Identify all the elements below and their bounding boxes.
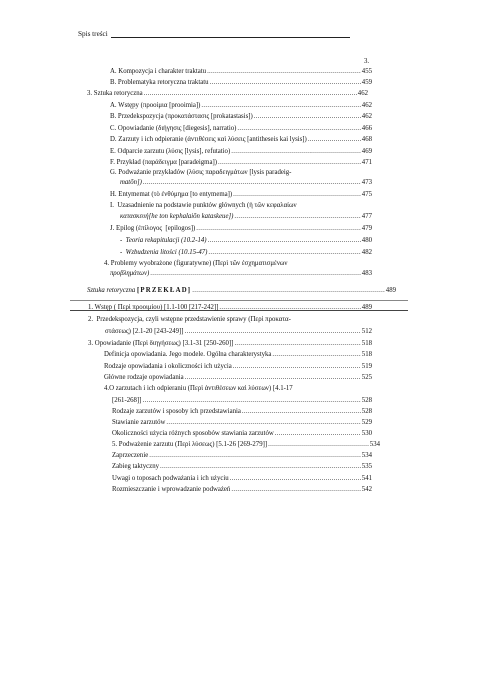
toc-entry-title: B. Problematyka retoryczna traktatu bbox=[110, 79, 209, 86]
toc-entry bbox=[88, 339, 372, 348]
toc-entry-title: προβλημάτων) bbox=[110, 270, 150, 277]
toc-entry-title: F. Przykład (παράδειγμα [paradeigma]) bbox=[110, 159, 217, 166]
toc-page-number: 462 bbox=[357, 90, 368, 97]
toc-leader-dots bbox=[230, 474, 361, 483]
toc-page-number: 528 bbox=[361, 408, 372, 415]
toc-entry bbox=[120, 178, 372, 187]
toc-leader-dots bbox=[160, 462, 361, 471]
toc-page-number: 479 bbox=[361, 225, 372, 232]
toc-entry-title: στάσεως) [2.1-20 [243-249]] bbox=[105, 328, 184, 335]
toc-page-number: 512 bbox=[361, 328, 372, 335]
toc-entry-title: Zabieg taktyczny bbox=[112, 463, 159, 470]
toc-entry bbox=[110, 224, 372, 233]
toc-entry bbox=[110, 101, 372, 110]
toc-page-number: 528 bbox=[361, 397, 372, 404]
toc-page-number: 462 bbox=[361, 102, 372, 109]
toc-leader-dots bbox=[185, 373, 361, 382]
toc-entry bbox=[120, 212, 372, 221]
toc-entry bbox=[110, 112, 372, 121]
toc-page-number: 530 bbox=[361, 430, 372, 437]
toc-entry-title: 4.O zarzutach i ich odpieraniu (Περὶ ἀντιθέσεων καὶ λύσεων) [4.1-17 bbox=[104, 385, 293, 392]
toc-entry-title: D. Zarzuty i ich odpieranie (ἀντιθέσεις καὶ λύσεις [antitheseis kai lysis]) bbox=[110, 136, 307, 143]
toc-entry bbox=[110, 201, 297, 210]
toc-entry-title: 3. Opowiadanie (Περὶ διηγήσεως) [3.1-31 [250-260]] bbox=[88, 340, 234, 347]
toc-entry-title: Stawianie zarzutów bbox=[112, 419, 166, 426]
toc-entry-title: H. Entymemat (τὸ ἐνθύμημα [to entymema]) bbox=[110, 191, 233, 198]
toc-page-number: 525 bbox=[361, 374, 372, 381]
toc-entry bbox=[87, 89, 368, 98]
toc-entry bbox=[110, 135, 372, 144]
toc-leader-dots bbox=[233, 362, 361, 371]
toc-entry-title: 2. Przedekspozycja, czyli wstępne przedstawienie sprawy (Περὶ προκατα- bbox=[88, 316, 291, 323]
toc-page-number: 482 bbox=[361, 249, 372, 256]
toc-entry bbox=[104, 373, 372, 382]
toc-entry-title: κατασκευή[he ton kephalaiōn kataskeue]) bbox=[120, 213, 234, 220]
toc-entry-title: E. Odparcie zarzutu (λύσις [lysis], refutatio) bbox=[110, 148, 231, 155]
toc-leader-dots bbox=[149, 451, 361, 460]
toc-entry-title: Główne rodzaje opowiadania bbox=[104, 374, 184, 381]
toc-page-number: 518 bbox=[361, 351, 372, 358]
toc-leader-dots bbox=[196, 224, 361, 233]
toc-entry-title: Uwagi o toposach podważania i ich użyciu bbox=[112, 475, 229, 482]
toc-page-number: 455 bbox=[361, 68, 372, 75]
toc-leader-dots bbox=[308, 135, 361, 144]
toc-entry-title: A. Kompozycja i charakter traktatu bbox=[110, 68, 207, 75]
toc-entry bbox=[112, 396, 372, 405]
toc-entry bbox=[105, 327, 372, 336]
toc-page-number: 483 bbox=[361, 270, 372, 277]
toc-leader-dots bbox=[192, 286, 385, 295]
toc-entry bbox=[88, 303, 372, 312]
toc-entry bbox=[110, 269, 372, 278]
toc-entry-title: 4. Problemy wyobrażone (figuratywne) (Περὶ τῶν ἐσχηματισμένων bbox=[104, 260, 288, 267]
toc-page-number: 534 bbox=[361, 452, 372, 459]
toc-entry-title: Zaprzeczenie bbox=[112, 452, 149, 459]
toc-entry-title: A. Wstępy (προοίμια [prooimia]) bbox=[110, 102, 201, 109]
toc-leader-dots bbox=[201, 101, 360, 110]
toc-leader-dots bbox=[208, 236, 361, 245]
toc-entry bbox=[104, 362, 372, 371]
toc-page-number: 518 bbox=[361, 340, 372, 347]
toc-entry-title: 3. Sztuka retoryczna bbox=[87, 90, 143, 97]
toc-entry-title: Sztuka retoryczna [PRZEKŁAD] bbox=[87, 287, 192, 294]
toc-leader-dots bbox=[234, 339, 360, 348]
toc-entry bbox=[87, 286, 396, 295]
toc-page-number: 473 bbox=[361, 179, 372, 186]
toc-page-number: 519 bbox=[361, 363, 372, 370]
toc-leader-dots bbox=[218, 158, 361, 167]
toc-leader-dots bbox=[254, 112, 361, 121]
toc-entry bbox=[112, 440, 380, 449]
toc-entry-title: Definicja opowiadania. Jego modele. Ogólna charakterystyka bbox=[104, 351, 272, 358]
toc-leader-dots bbox=[237, 124, 360, 133]
toc-leader-dots bbox=[185, 327, 361, 336]
toc-entry-title: 1. Wstęp ( Περὶ προοιμίου) [1.1-100 [217-242]] bbox=[88, 304, 219, 311]
section-divider bbox=[70, 300, 408, 301]
toc-entry-title: - Wzbudzenia litości (10.15-47) bbox=[120, 249, 208, 256]
toc-leader-dots bbox=[272, 350, 360, 359]
toc-entry-title: J. Epilog (ἐπίλογος [epilogos]) bbox=[110, 225, 196, 232]
toc-page-number: 475 bbox=[361, 191, 372, 198]
toc-entry bbox=[110, 158, 372, 167]
toc-entry-title: Okoliczności użycia różnych sposobów stawiania zarzutów bbox=[112, 430, 274, 437]
toc-page-number: 466 bbox=[361, 125, 372, 132]
toc-leader-dots bbox=[143, 178, 361, 187]
toc-leader-dots bbox=[219, 303, 360, 312]
toc-leader-dots bbox=[166, 418, 360, 427]
toc-leader-dots bbox=[268, 440, 369, 449]
toc-page-number: 529 bbox=[361, 419, 372, 426]
toc-entry bbox=[112, 407, 372, 416]
toc-entry bbox=[110, 124, 372, 133]
toc-page-number: 535 bbox=[361, 463, 372, 470]
toc-entry-title: G. Podważanie przykładów (λύσις παραδειγμάτων [lysis paradeig- bbox=[110, 169, 292, 176]
toc-entry bbox=[112, 451, 372, 460]
toc-leader-dots bbox=[150, 269, 361, 278]
toc-page-number: 471 bbox=[361, 159, 372, 166]
toc-entry bbox=[110, 147, 372, 156]
toc-entry bbox=[120, 248, 372, 257]
toc-entry-title: B. Przedekspozycja (προκατάστασις [prokatastasis]) bbox=[110, 113, 253, 120]
toc-leader-dots bbox=[234, 212, 360, 221]
toc-entry-title: 5. Podważenie zarzutu (Περὶ λύσεως) [5.1-26 [269-279]] bbox=[112, 441, 268, 448]
toc-entry bbox=[112, 429, 372, 438]
toc-entry bbox=[112, 418, 372, 427]
toc-entry bbox=[120, 236, 372, 245]
toc-entry bbox=[112, 474, 372, 483]
toc-entry bbox=[112, 462, 372, 471]
toc-entry-title: Rodzaje zarzutów i sposoby ich przedstawiania bbox=[112, 408, 241, 415]
toc-entry bbox=[104, 350, 372, 359]
toc-entry bbox=[88, 315, 291, 324]
toc-entry bbox=[104, 259, 287, 268]
toc-leader-dots bbox=[275, 429, 361, 438]
toc-page-number: 462 bbox=[361, 113, 372, 120]
toc-entry bbox=[112, 485, 372, 494]
toc-entry bbox=[104, 384, 293, 393]
toc-page-number: 469 bbox=[361, 148, 372, 155]
toc-entry bbox=[110, 168, 291, 177]
toc-leader-dots bbox=[207, 67, 361, 76]
toc-entry bbox=[110, 190, 372, 199]
header-rule bbox=[111, 30, 350, 38]
toc-page-number: 477 bbox=[361, 213, 372, 220]
toc-entry bbox=[110, 67, 372, 76]
toc-page-number: 468 bbox=[361, 136, 372, 143]
toc-page-number: 542 bbox=[361, 486, 372, 493]
toc-leader-dots bbox=[210, 78, 361, 87]
toc-leader-dots bbox=[242, 407, 361, 416]
toc-page-number: 534 bbox=[369, 441, 380, 448]
top-page-number: 3. bbox=[364, 58, 370, 65]
toc-entry-title: [261-268]] bbox=[112, 397, 142, 404]
toc-leader-dots bbox=[233, 190, 361, 199]
toc-entry-title: matōn]) bbox=[120, 179, 142, 186]
toc-page-number: 459 bbox=[361, 79, 372, 86]
toc-leader-dots bbox=[231, 485, 360, 494]
toc-entry-title: I. Uzasadnienie na podstawie punktów głównych (ἡ τῶν κεφαλαίων bbox=[110, 202, 297, 209]
toc-entry-title: - Teoria rekapitulacji (10.2-14) bbox=[120, 237, 207, 244]
toc-entry-title: Rodzaje opowiadania i okoliczności ich użycia bbox=[104, 363, 232, 370]
toc-entry bbox=[110, 78, 372, 87]
toc-leader-dots bbox=[231, 147, 361, 156]
toc-page-number: 489 bbox=[385, 287, 396, 294]
toc-entry-title: C. Opowiadanie (διήγησις [diegesis], narratio) bbox=[110, 125, 237, 132]
running-header bbox=[78, 30, 350, 38]
toc-leader-dots bbox=[142, 396, 360, 405]
header-title: Spis treści bbox=[78, 30, 108, 38]
toc-page-number: 541 bbox=[361, 475, 372, 482]
toc-page-number: 480 bbox=[361, 237, 372, 244]
toc-entry-title: Rozmieszczanie i wprowadzanie podważeń bbox=[112, 486, 231, 493]
toc-leader-dots bbox=[208, 248, 360, 257]
toc-page-number: 489 bbox=[361, 304, 372, 311]
toc-leader-dots bbox=[144, 89, 357, 98]
